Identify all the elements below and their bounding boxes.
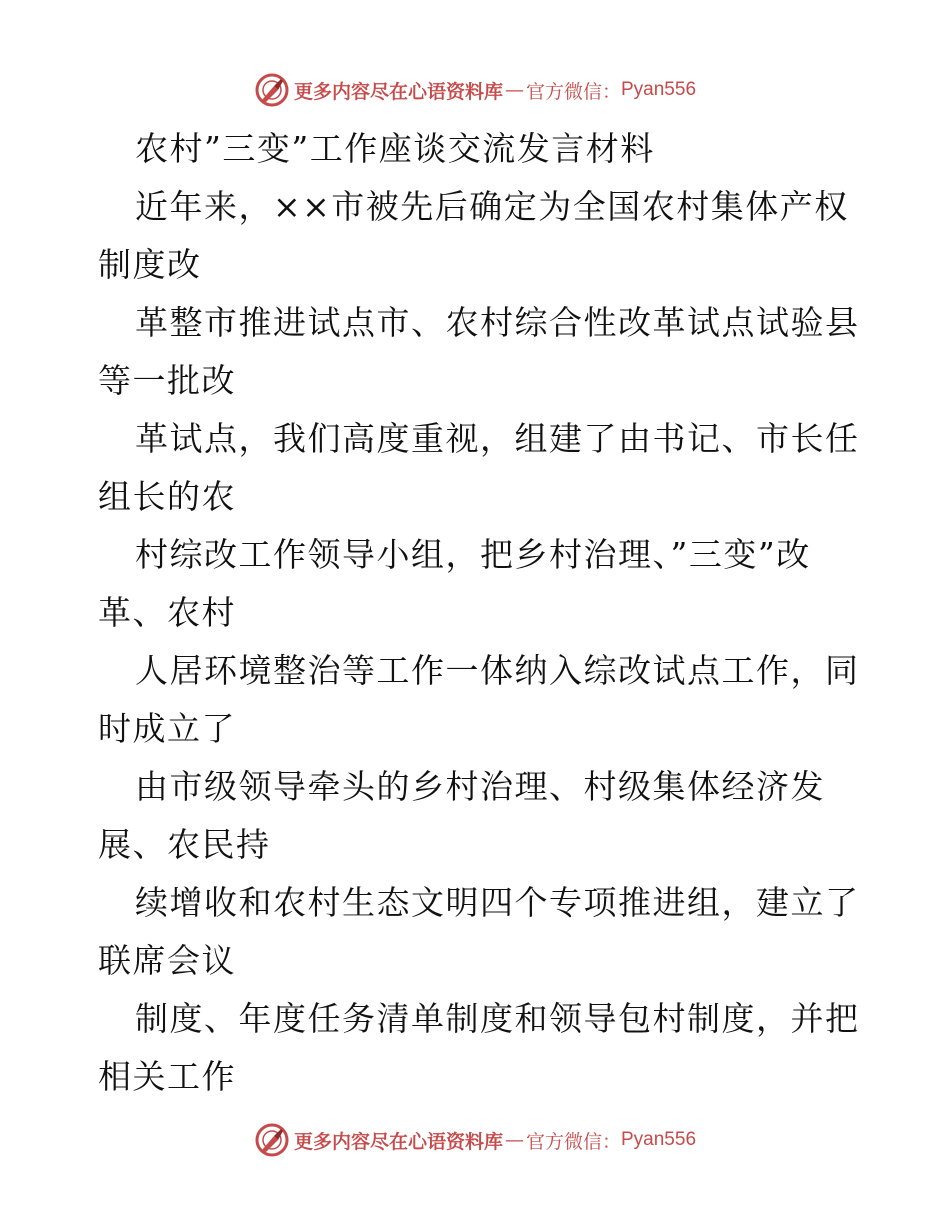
banner-dash: — — [504, 1129, 524, 1151]
document-body — [98, 120, 858, 1106]
banner-main-text: 更多内容尽在心语资料库 — [293, 80, 503, 103]
banner-wechat-id: Pyan556 — [621, 79, 697, 100]
pen-logo-icon — [254, 1122, 290, 1158]
pen-logo-icon — [254, 72, 290, 108]
text-line: 革整市推进试点市、农村综合性改革试点试验县 — [135, 303, 860, 342]
banner-main-text: 更多内容尽在心语资料库 — [293, 1130, 503, 1153]
text-line: 制度、年度任务清单制度和领导包村制度，并把 — [135, 999, 860, 1038]
text-line: 时成立了 — [98, 709, 236, 748]
footer-banner — [0, 1120, 950, 1160]
text-line: 组长的农 — [98, 477, 236, 516]
header-banner — [0, 70, 950, 110]
text-line: 展、农民持 — [98, 825, 271, 864]
text-line: 相关工作 — [98, 1057, 236, 1096]
banner-wechat-label: 官方微信： — [525, 80, 621, 103]
text-line: 续增收和农村生态文明四个专项推进组，建立了 — [135, 883, 860, 922]
text-line: 近年来，××市被先后确定为全国农村集体产权 — [135, 187, 849, 226]
banner-wechat-id: Pyan556 — [621, 1129, 697, 1150]
text-line: 村综改工作领导小组，把乡村治理、”三变”改 — [135, 535, 811, 574]
banner-dash: — — [504, 79, 524, 101]
text-line: 等一批改 — [98, 361, 236, 400]
banner-wechat-label: 官方微信： — [525, 1130, 621, 1153]
text-line: 革试点，我们高度重视，组建了由书记、市长任 — [135, 419, 860, 458]
text-line: 革、农村 — [98, 593, 236, 632]
text-line: 由市级领导牵头的乡村治理、村级集体经济发 — [135, 767, 825, 806]
text-line: 制度改 — [98, 245, 202, 284]
text-line: 联席会议 — [98, 941, 236, 980]
text-line: 人居环境整治等工作一体纳入综改试点工作，同 — [135, 651, 860, 690]
document-title: 农村”三变”工作座谈交流发言材料 — [135, 129, 655, 168]
